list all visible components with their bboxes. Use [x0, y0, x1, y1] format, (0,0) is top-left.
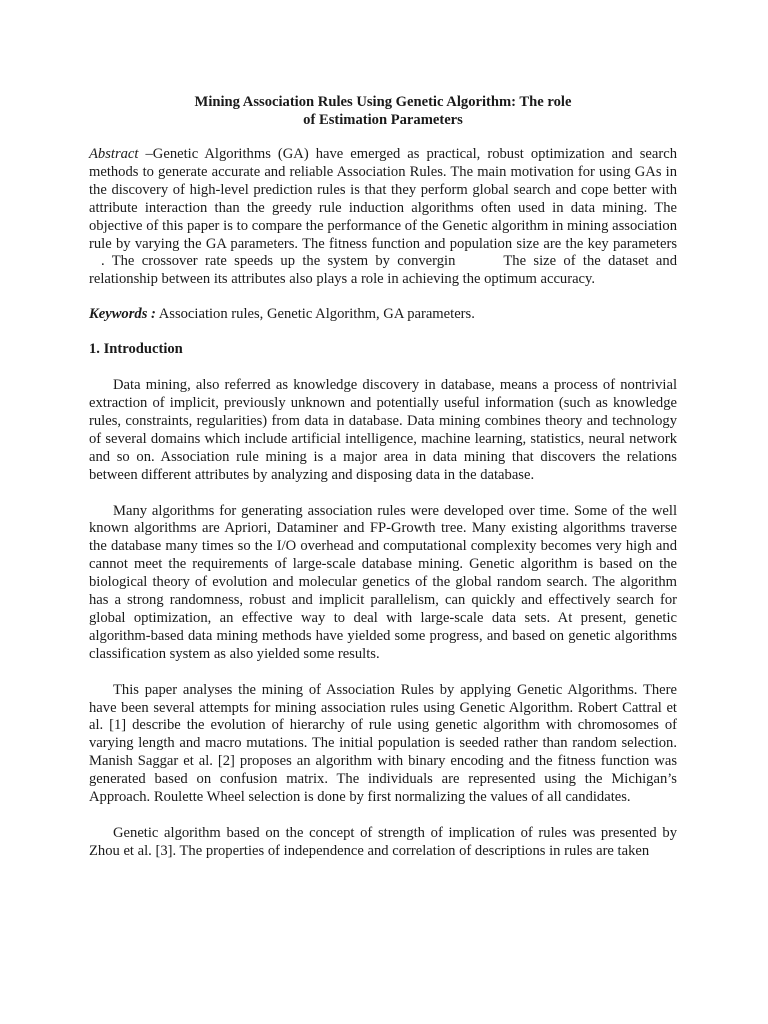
paper-title-line-2: of Estimation Parameters [303, 112, 463, 128]
section-heading-introduction: 1. Introduction [89, 341, 183, 358]
keywords-text: Association rules, Genetic Algorithm, GA parameters. [155, 306, 475, 323]
abstract-paragraph [89, 146, 677, 289]
abstract-text-part-2: . The crossover rate speeds up the system by convergin [101, 253, 456, 270]
intro-paragraph-2: Many algorithms for generating association rules were developed over time. Some of the well known algorithms are Apriori, Dataminer and FP-Growth tree. Many existing algorithms traverse the database many times so the I/O overhead and computational complexity becomes very high and cannot meet the requirements of large-scale database mining. Genetic algorithm is based on the biological theory of evolution and molecular genetics of the global random search. The algorithm has a strong randomness, robust and implicit parallelism, can quickly and effectively search for global optimization, an effective way to deal with large-scale data sets. At present, genetic algorithm-based data mining methods have yielded some progress, and based on genetic algorithms classification system as also yielded some results. [89, 502, 677, 662]
keywords-label: Keywords : [89, 306, 156, 323]
paper-title-line-1: Mining Association Rules Using Genetic Algorithm: The role [194, 94, 572, 110]
intro-paragraph-1: Data mining, also referred as knowledge discovery in database, means a process of nontrivial extraction of implicit, previously unknown and potentially useful information (such as knowledge rules, constraints, regularities) from data in database. Data mining combines theory and technology of several domains which include artificial intelligence, machine learning, statistics, neural network and so on. Association rule mining is a major area in data mining that discovers the relations between different attributes by analyzing and disposing data in the database. [89, 377, 677, 483]
abstract-label: Abstract [89, 146, 139, 162]
abstract-text-part-1: Genetic Algorithms (GA) have emerged as practical, robust optimization and search methods to generate accurate and reliable Association Rules. The main motivation for using GAs in the discovery of high-level prediction rules is that they perform global search and cope better with attribute interaction than the greedy rule induction algorithms often used in data mining. The objective of this paper is to compare the performance of the Genetic algorithm in mining association rule by varying the GA parameters. The fitness function and population size are the key parameters [89, 146, 677, 252]
abstract-dash: – [138, 146, 153, 162]
abstract-text-part-3: The size of the dataset and relationship between its attributes also plays a role in achieving the optimum accuracy. [89, 253, 677, 288]
page-content [89, 93, 677, 879]
intro-paragraph-4: Genetic algorithm based on the concept of strength of implication of rules was presented by Zhou et al. [3]. The properties of independence and correlation of descriptions in rules are taken [89, 825, 677, 859]
keywords-line [89, 306, 677, 324]
intro-paragraph-3: This paper analyses the mining of Association Rules by applying Genetic Algorithms. There have been several attempts for mining association rules using Genetic Algorithm. Robert Cattral et al. [1] describe the evolution of hierarchy of rule using genetic algorithm with chromosomes of varying length and macro mutations. The initial population is seeded rather than random selection. Manish Saggar et al. [2] proposes an algorithm with binary encoding and the fitness function was generated based on confusion matrix. The individuals are represented using the Michigan’s Approach. Roulette Wheel selection is done by first normalizing the values of all candidates. [89, 681, 677, 806]
paper-title [89, 93, 677, 129]
